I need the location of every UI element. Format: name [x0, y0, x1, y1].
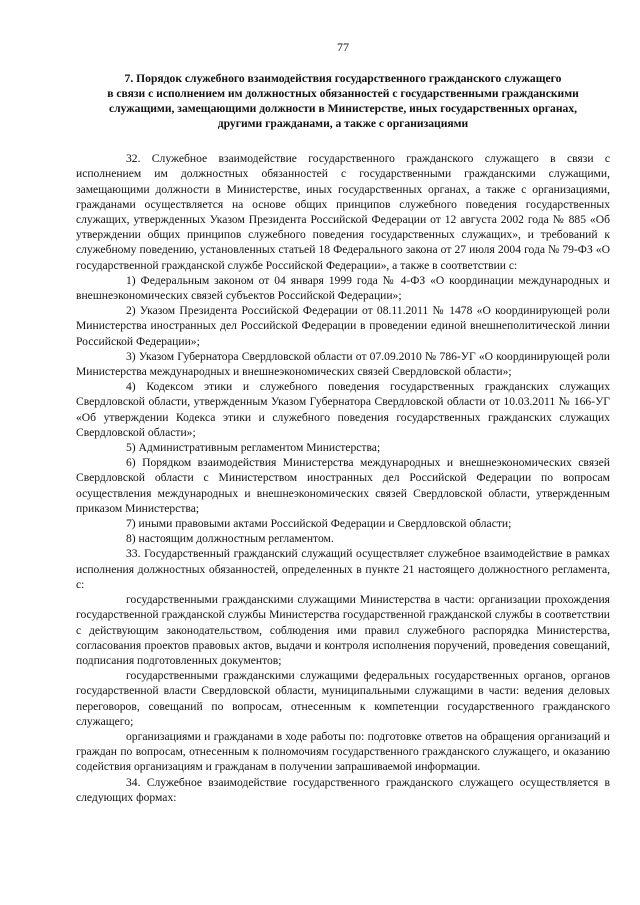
- body-text: [76, 151, 610, 805]
- list-item-5: 5) Административным регламентом Министерства;: [126, 441, 381, 455]
- heading-line: 7. Порядок служебного взаимодействия государственного гражданского служащего: [124, 72, 562, 86]
- paragraph-33-ministry: государственными гражданскими служащими Министерства в части: организации прохождения государственной гражданской службы Министерства государственной гражданской службы в соответствии с действующим законодательством, соблюдения ими правил служебного распорядка Министерства, согласования проектов правовых актов, выдачи и контроля исполнения поручений, проведения совещаний, подписания подготовленных документов;: [76, 593, 610, 667]
- list-item-2: 2) Указом Президента Российской Федерации от 08.11.2011 № 1478 «О координирующей роли Министерства иностранных дел Российской Федерации в проведении единой внешнеполитической линии Российской Федерации»;: [76, 304, 610, 348]
- list-item-6: 6) Порядком взаимодействия Министерства международных и внешнеэкономических связей Свердловской области с Министерством иностранных дел Российской Федерации по вопросам осуществления международных и внешнеэкономических связей Свердловской области, утвержденным приказом Министерства;: [76, 456, 610, 515]
- heading-line: служащими, замещающими должности в Министерстве, иных государственных органах,: [108, 102, 578, 116]
- paragraph-33-federal: государственными гражданскими служащими федеральных государственных органов, органов государственной власти Свердловской области, муниципальными служащими в части: ведения деловых переговоров, совещаний по вопросам, отнесенным к компетенции государственного гражданского служащего;: [76, 669, 610, 728]
- paragraph-32: 32. Служебное взаимодействие государственного гражданского служащего в связи с исполнением им должностных обязанностей с государственными гражданскими служащими, замещающими должности в Министерстве, иных государственных органах, а также с организациями, гражданами осуществляется на основе общих принципов служебного поведения государственных служащих, утвержденных Указом Президента Российской Федерации от 12 августа 2002 года № 885 «Об утверждении общих принципов служебного поведения государственных служащих», и требований к служебному поведению, установленных статьей 18 Федерального закона от 27 июля 2004 года № 79-ФЗ «О государственной гражданской службе Российской Федерации», а также в соответствии с:: [76, 152, 610, 272]
- paragraph-34: 34. Служебное взаимодействие государственного гражданского служащего осуществляется в следующих формах:: [76, 775, 610, 804]
- section-heading: [76, 71, 610, 131]
- heading-line: другими гражданами, а также с организациями: [217, 117, 469, 131]
- list-item-8: 8) настоящим должностным регламентом.: [126, 532, 334, 546]
- paragraph-33: 33. Государственный гражданский служащий осуществляет служебное взаимодействие в рамках исполнения должностных обязанностей, определенных в пункте 21 настоящего должностного регламента, с:: [76, 547, 610, 591]
- paragraph-33-organizations: организациями и гражданами в ходе работы по: подготовке ответов на обращения организаций и граждан по вопросам, отнесенным к полномочиям государственного гражданского служащего, и оказанию содействия организациям и гражданам в получении запрашиваемой информации.: [76, 729, 610, 774]
- page-number: 77: [337, 40, 349, 54]
- list-item-7: 7) иными правовыми актами Российской Федерации и Свердловской области;: [126, 517, 512, 531]
- list-item-3: 3) Указом Губернатора Свердловской области от 07.09.2010 № 786-УГ «О координирующей роли Министерства международных и внешнеэкономических связей Свердловской области»;: [76, 349, 610, 379]
- heading-line: в связи с исполнением им должностных обязанностей с государственными гражданскими: [107, 87, 579, 101]
- list-item-4: 4) Кодексом этики и служебного поведения государственных гражданских служащих Свердловской области, утвержденным Указом Губернатора Свердловской области от 10.03.2011 № 166-УГ «Об утверждении Кодекса этики и служебного поведения государственных гражданских служащих Свердловской области»;: [76, 380, 610, 439]
- list-item-1: 1) Федеральным законом от 04 января 1999 года № 4-ФЗ «О координации международных и внешнеэкономических связей субъектов Российской Федерации»;: [76, 273, 610, 303]
